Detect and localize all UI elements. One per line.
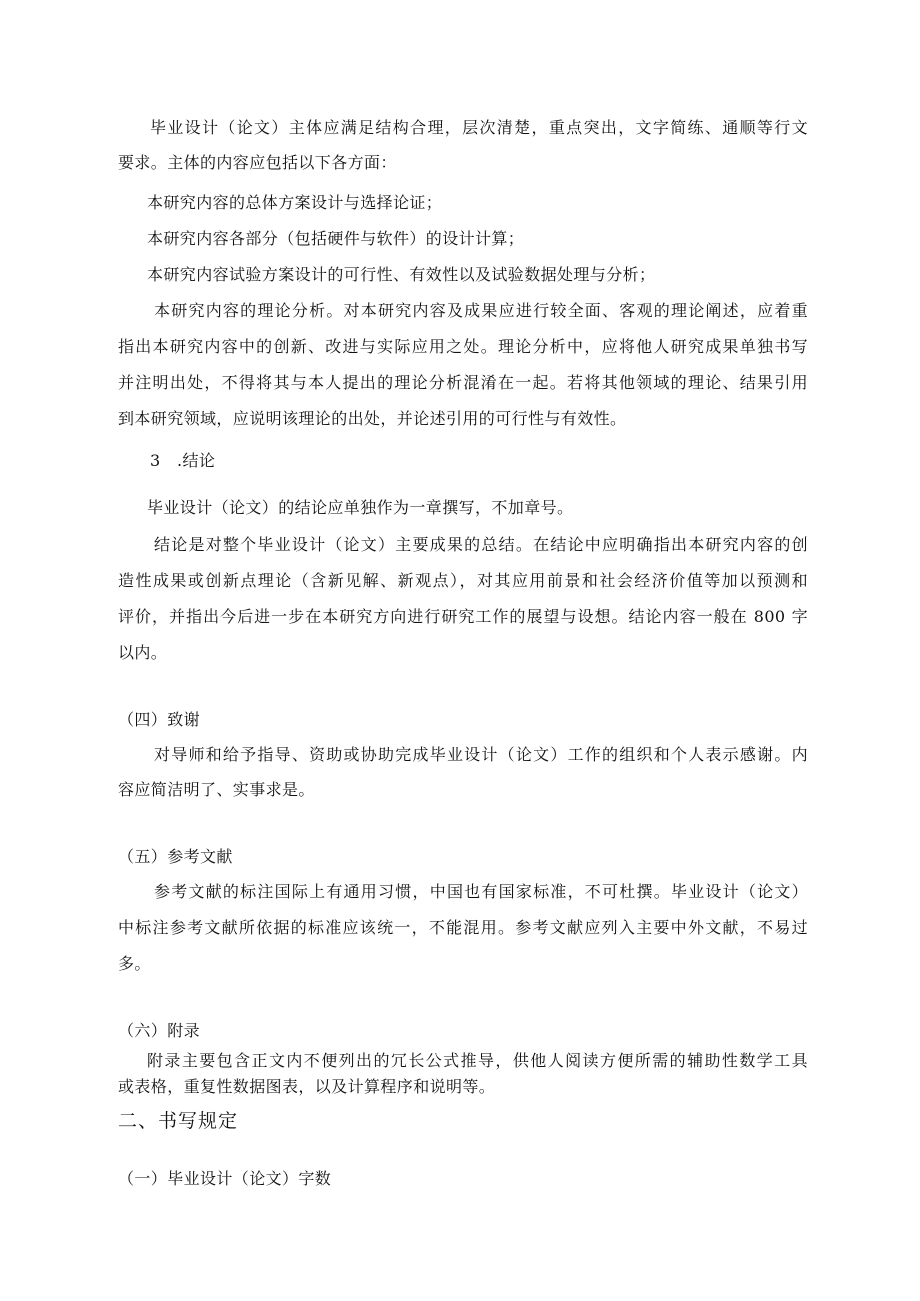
paragraph-line: 对导师和给予指导、资助或协助完成毕业设计（论文）工作的组织和个人表示感谢。内 xyxy=(154,745,808,764)
paragraph-line: 并注明出处，不得将其与本人提出的理论分析混淆在一起。若将其他领域的理论、结果引用 xyxy=(118,373,808,392)
section-heading: （五）参考文献 xyxy=(118,847,233,866)
paragraph-line: 附录主要包含正文内不便列出的冗长公式推导，供他人阅读方便所需的辅助性数学工具 xyxy=(147,1051,808,1070)
list-item: 本研究内容试验方案设计的可行性、有效性以及试验数据处理与分析； xyxy=(147,265,656,284)
subsection-heading: （一）毕业设计（论文）字数 xyxy=(118,1169,332,1188)
paragraph-line: 毕业设计（论文）的结论应单独作为一章撰写，不加章号。 xyxy=(147,498,574,517)
paragraph-line: 参考文献的标注国际上有通用习惯，中国也有国家标准，不可杜撰。毕业设计（论文） xyxy=(154,882,808,901)
section-heading: （六）附录 xyxy=(118,1021,201,1040)
paragraph-line: 要求。主体的内容应包括以下各方面： xyxy=(118,153,397,172)
paragraph-line: 容应简洁明了、实事求是。 xyxy=(118,780,315,799)
paragraph-line: 造性成果或创新点理论（含新见解、新观点），对其应用前景和社会经济价值等加以预测和 xyxy=(118,571,808,590)
paragraph-line: 结论是对整个毕业设计（论文）主要成果的总结。在结论中应明确指出本研究内容的创 xyxy=(154,535,808,554)
paragraph-line: 多。 xyxy=(118,954,151,973)
paragraph-line: 到本研究领域，应说明该理论的出处，并论述引用的可行性与有效性。 xyxy=(118,409,627,428)
list-item: 本研究内容各部分（包括硬件与软件）的设计计算； xyxy=(147,229,525,248)
section-heading: （四）致谢 xyxy=(118,710,201,729)
paragraph-line: 本研究内容的理论分析。对本研究内容及成果应进行较全面、客观的理论阐述，应着重 xyxy=(154,301,808,320)
list-item: 本研究内容的总体方案设计与选择论证； xyxy=(147,193,443,212)
paragraph-line: 以内。 xyxy=(118,643,168,662)
paragraph-line: 中标注参考文献所依据的标准应该统一，不能混用。参考文献应列入主要中外文献，不易过 xyxy=(118,918,808,937)
section-heading: 3 .结论 xyxy=(150,451,216,470)
paragraph-line: 指出本研究内容中的创新、改进与实际应用之处。理论分析中，应将他人研究成果单独书写 xyxy=(118,337,808,356)
paragraph-line: 评价，并指出今后进一步在本研究方向进行研究工作的展望与设想。结论内容一般在 800 字 xyxy=(118,607,808,626)
paragraph-line: 或表格，重复性数据图表，以及计算程序和说明等。 xyxy=(118,1077,496,1096)
paragraph-line: 毕业设计（论文）主体应满足结构合理，层次清楚，重点突出，文字简练、通顺等行文 xyxy=(150,118,808,137)
chapter-heading: 二、书写规定 xyxy=(118,1110,239,1132)
